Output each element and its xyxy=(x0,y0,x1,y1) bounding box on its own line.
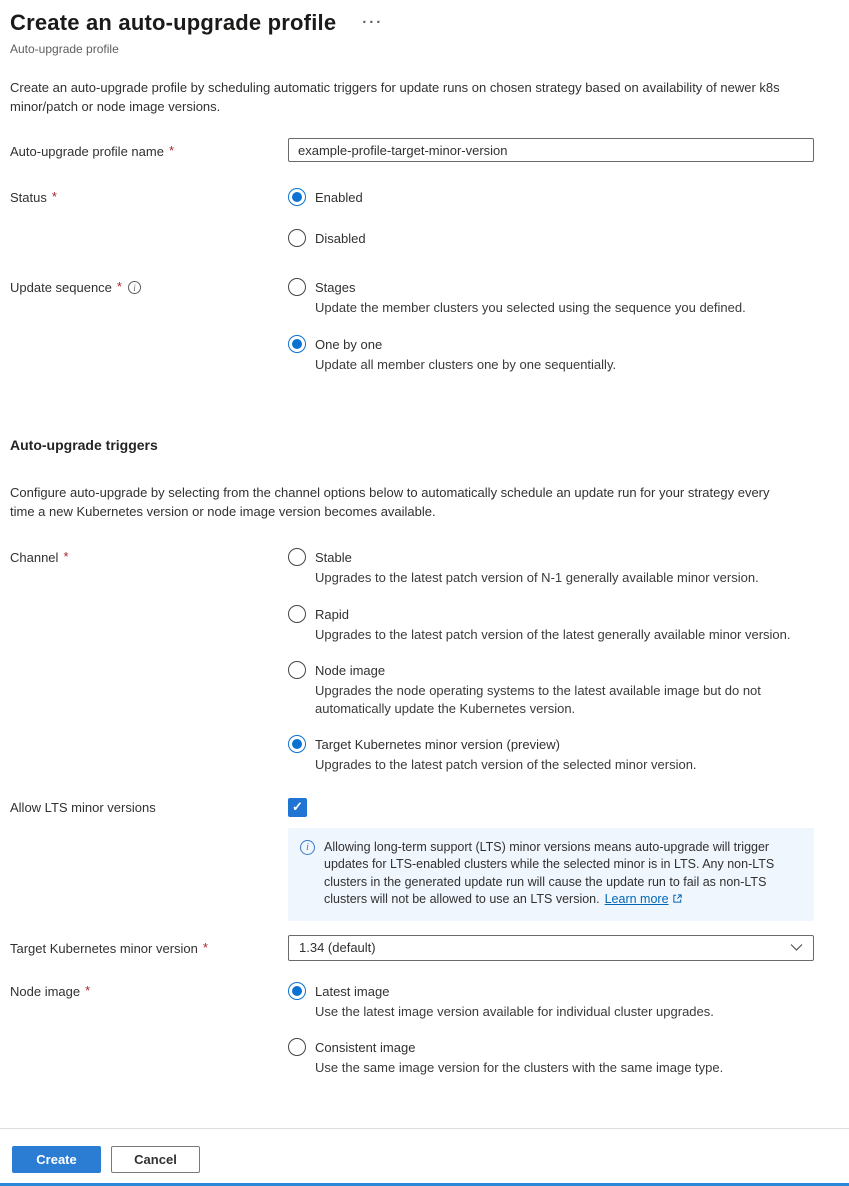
info-icon xyxy=(300,840,315,855)
radio-label[interactable]: Disabled xyxy=(315,231,366,246)
option-label[interactable]: Node image xyxy=(315,663,386,678)
page-header xyxy=(10,10,814,36)
triggers-intro-text: Configure auto-upgrade by selecting from the channel options below to automatically schedule an update run for your strategy every time a new Kubernetes version or node image version becomes available. xyxy=(10,485,770,519)
channel-option-rapid xyxy=(288,605,814,644)
option-description: Update all member clusters one by one sequentially. xyxy=(315,356,617,372)
radio-label[interactable]: Enabled xyxy=(315,190,363,205)
required-asterisk: * xyxy=(202,940,208,955)
update-sequence-label: Update sequence * i xyxy=(10,278,288,373)
allow-lts-row xyxy=(10,798,814,817)
option-label[interactable]: Rapid xyxy=(315,606,349,622)
profile-name-label: Auto-upgrade profile name * xyxy=(10,142,174,159)
required-asterisk: * xyxy=(168,142,174,158)
radio-stable[interactable] xyxy=(288,548,306,566)
target-minor-label: Target Kubernetes minor version * xyxy=(10,940,208,956)
option-label[interactable]: Stages xyxy=(315,280,356,295)
node-image-label: Node image * xyxy=(10,982,91,999)
option-label[interactable]: Target Kubernetes minor version (preview) xyxy=(315,737,560,752)
option-description: Use the same image version for the clusters with the same image type. xyxy=(315,1060,724,1075)
update-sequence-row xyxy=(10,278,814,373)
status-label: Status * xyxy=(10,189,57,205)
update-sequence-option-one-by-one xyxy=(288,335,814,374)
option-description: Upgrades the node operating systems to the latest available image but do not automatically update the Kubernetes version. xyxy=(315,683,761,716)
option-description: Upgrades to the latest patch version of the selected minor version. xyxy=(315,757,697,772)
profile-name-row xyxy=(10,138,814,162)
lts-note-row xyxy=(10,817,814,921)
option-description: Update the member clusters you selected using the sequence you defined. xyxy=(315,300,746,315)
channel-option-target-minor xyxy=(288,735,814,774)
option-description: Upgrades to the latest patch version of N-1 generally available minor version. xyxy=(315,570,759,585)
create-button[interactable]: Create xyxy=(12,1146,101,1173)
option-description: Use the latest image version available for individual cluster upgrades. xyxy=(315,1003,714,1019)
target-minor-row xyxy=(10,935,814,961)
option-description: Upgrades to the latest patch version of the latest generally available minor version. xyxy=(315,626,791,642)
radio-stages[interactable] xyxy=(288,278,306,296)
chevron-down-icon xyxy=(790,940,803,955)
more-options-icon[interactable]: ··· xyxy=(362,14,384,31)
node-image-option-consistent xyxy=(288,1038,814,1077)
target-minor-dropdown[interactable] xyxy=(288,935,814,961)
update-sequence-option-stages xyxy=(288,278,814,317)
channel-row xyxy=(10,548,814,774)
external-link-icon xyxy=(672,892,683,910)
option-label[interactable]: Consistent image xyxy=(315,1040,416,1055)
radio-latest-image[interactable] xyxy=(288,982,306,1000)
radio-one-by-one[interactable] xyxy=(288,335,306,353)
profile-name-input[interactable] xyxy=(288,138,814,162)
status-option-disabled xyxy=(288,229,814,248)
channel-option-stable xyxy=(288,548,814,587)
radio-rapid[interactable] xyxy=(288,605,306,623)
lts-note: Allowing long-term support (LTS) minor versions means auto-upgrade will trigger updates for LTS-enabled clusters while the selected minor is in LTS. Any non-LTS clusters in the generated update run will cause the update run to fail as non-LTS clusters will not be allowed to use an LTS version. xyxy=(324,839,775,906)
option-label[interactable]: Stable xyxy=(315,550,352,565)
footer-action-bar xyxy=(0,1128,849,1173)
section-heading-auto-upgrade-triggers: Auto-upgrade triggers xyxy=(10,437,158,453)
option-label[interactable]: Latest image xyxy=(315,983,390,999)
radio-target-minor-version[interactable] xyxy=(288,735,306,753)
lts-info-box xyxy=(288,828,814,921)
node-image-row xyxy=(10,982,814,1077)
allow-lts-checkbox[interactable] xyxy=(288,798,307,817)
radio-node-image[interactable] xyxy=(288,661,306,679)
required-asterisk: * xyxy=(51,189,57,204)
node-image-option-latest xyxy=(288,982,814,1021)
status-option-enabled xyxy=(288,188,814,207)
page-subtitle: Auto-upgrade profile xyxy=(10,42,119,56)
info-icon[interactable] xyxy=(128,281,141,294)
required-asterisk: * xyxy=(63,549,69,564)
dropdown-selected-value: 1.34 (default) xyxy=(299,940,376,955)
radio-enabled[interactable] xyxy=(288,188,306,206)
intro-text: Create an auto-upgrade profile by scheduling automatic triggers for update runs on chosen strategy based on availability of newer k8s minor/patch or node image versions. xyxy=(10,80,780,114)
lts-note-text xyxy=(324,839,802,910)
status-row xyxy=(10,188,814,248)
page-title: Create an auto-upgrade profile xyxy=(10,10,337,35)
option-label[interactable]: One by one xyxy=(315,336,383,352)
required-asterisk: * xyxy=(116,279,122,294)
channel-option-node-image xyxy=(288,661,814,717)
required-asterisk: * xyxy=(85,982,91,998)
channel-label: Channel * xyxy=(10,549,69,565)
radio-disabled[interactable] xyxy=(288,229,306,247)
cancel-button[interactable]: Cancel xyxy=(111,1146,200,1173)
learn-more-link[interactable]: Learn more xyxy=(604,892,669,906)
allow-lts-label: Allow LTS minor versions xyxy=(10,799,156,815)
radio-consistent-image[interactable] xyxy=(288,1038,306,1056)
